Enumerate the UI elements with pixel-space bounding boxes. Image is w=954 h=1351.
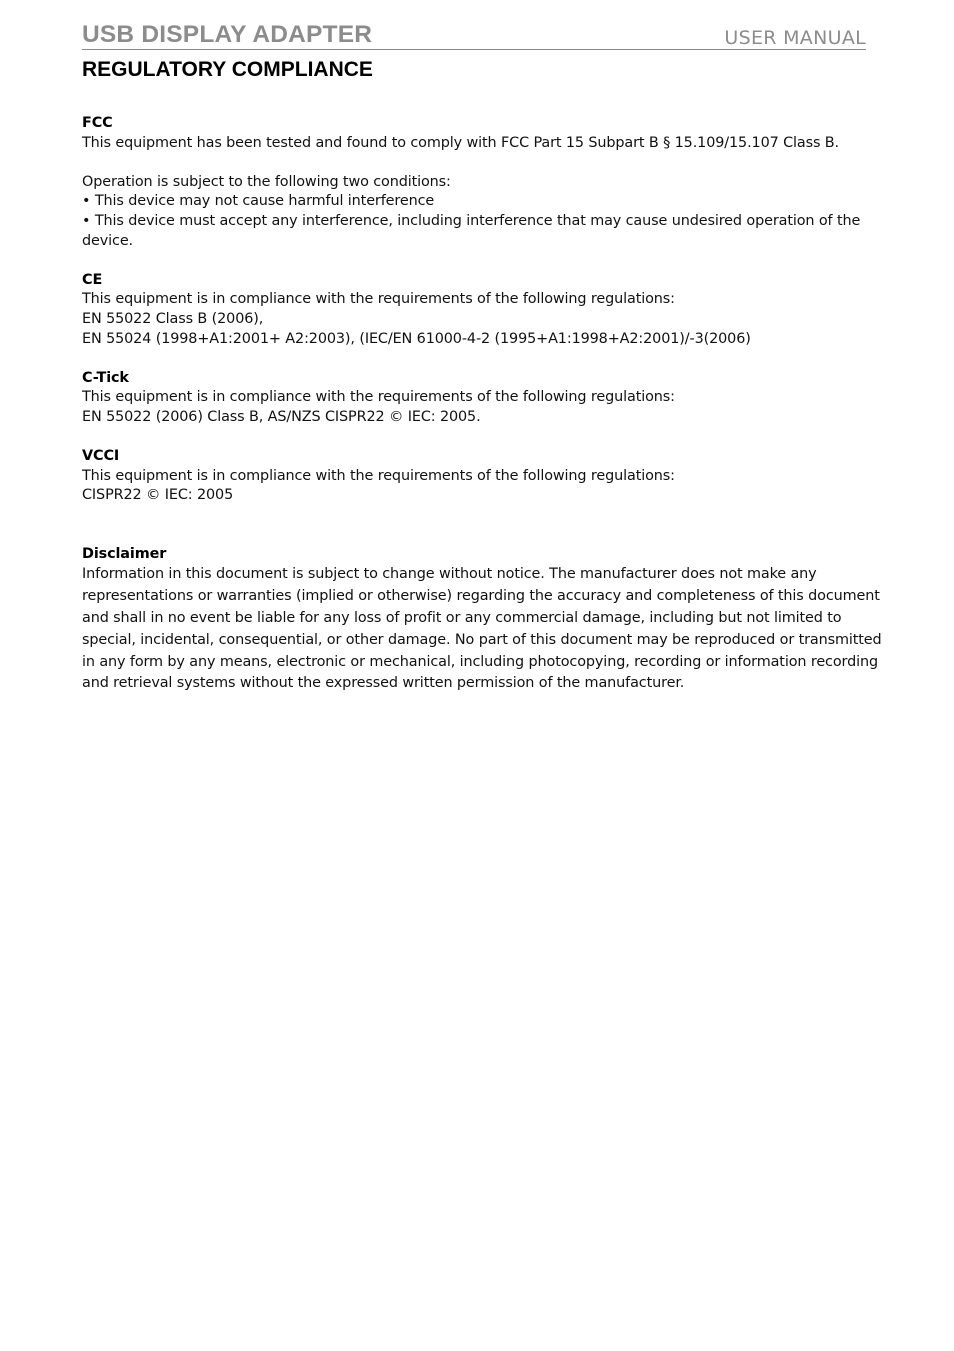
ce-heading: CE — [82, 271, 103, 288]
document-page — [82, 20, 887, 695]
fcc-heading: FCC — [82, 115, 113, 131]
ctick-heading: C-Tick — [82, 369, 129, 386]
fcc-section — [82, 114, 887, 153]
fcc-conditions-intro: Operation is subject to the following two conditions: — [82, 173, 451, 190]
fcc-condition-item: • This device may not cause harmful interference — [82, 193, 435, 210]
disclaimer-section — [82, 545, 887, 695]
ctick-section — [82, 369, 887, 428]
document-title: USB DISPLAY ADAPTER — [82, 21, 373, 48]
ce-line: EN 55024 (1998+A1:2001+ A2:2003), (IEC/EN 61000-4-2 (1995+A1:1998+A2:2001)/-3(2006) — [82, 330, 751, 347]
fcc-condition-item: • This device must accept any interference, including interference that may cause undesired operation of the device. — [82, 212, 861, 249]
vcci-line: CISPR22 © IEC: 2005 — [82, 487, 234, 504]
document-type-label: USER MANUAL — [724, 27, 866, 49]
ce-line: EN 55022 Class B (2006), — [82, 310, 264, 327]
vcci-heading: VCCI — [82, 448, 120, 465]
vcci-section — [82, 447, 887, 506]
regulatory-content — [82, 114, 887, 695]
ctick-line: EN 55022 (2006) Class B, AS/NZS CISPR22 © IEC: 2005. — [82, 408, 481, 425]
disclaimer-text: Information in this document is subject to change without notice. The manufacturer does not make any representations or warranties (implied or otherwise) regarding the accuracy and completeness of this document and shall in no event be liable for any loss of profit or any commercial damage, including but not limited to special, incidental, consequential, or other damage. No part of this document may be reproduced or transmitted in any form by any means, electronic or mechanical, including photocopying, recording or information recording and retrieval systems without the expressed written permission of the manufacturer. — [82, 566, 882, 692]
vcci-line: This equipment is in compliance with the requirements of the following regulations: — [82, 467, 675, 484]
page-title: REGULATORY COMPLIANCE — [82, 58, 373, 81]
ctick-line: This equipment is in compliance with the requirements of the following regulations: — [82, 389, 675, 406]
disclaimer-heading: Disclaimer — [82, 545, 167, 562]
fcc-conditions — [82, 173, 887, 251]
fcc-statement: This equipment has been tested and found to comply with FCC Part 15 Subpart B § 15.109/15.107 Class B. — [82, 134, 840, 151]
page-header — [82, 20, 866, 50]
ce-section — [82, 271, 887, 349]
ce-line: This equipment is in compliance with the requirements of the following regulations: — [82, 291, 675, 308]
